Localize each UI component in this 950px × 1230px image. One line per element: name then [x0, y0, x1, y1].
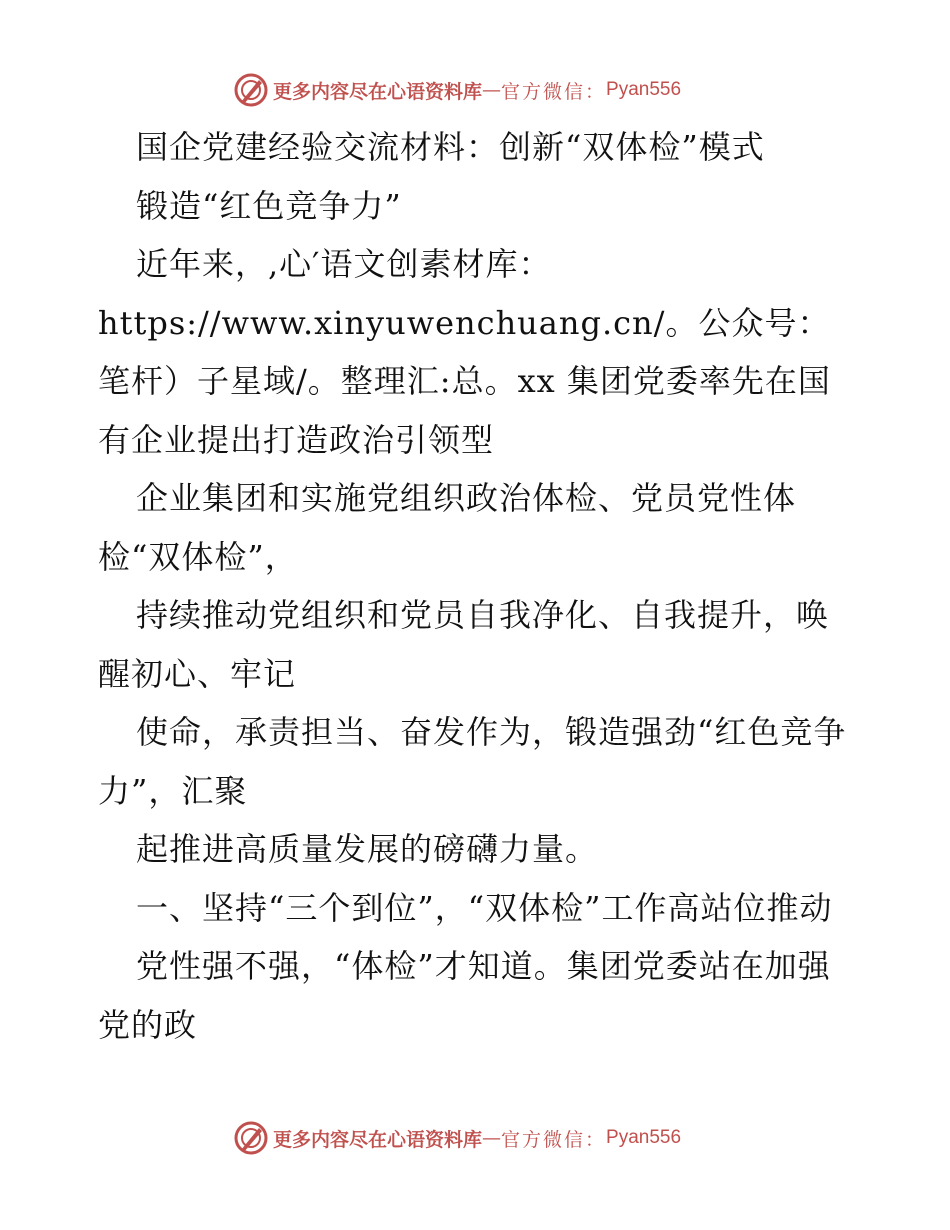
paragraph: 党性强不强，“体检”才知道。集团党委站在加强党的政 [98, 947, 831, 1044]
document-title-line-2: 锻造“红色竞争力” [136, 186, 402, 225]
quill-logo-icon [233, 72, 269, 108]
paragraph: 近年来，,心′语文创素材库：https://www.xinyuwenchuang.cn/。公众号：笔杆）子星域/。整理汇:总。xx 集团党委率先在国有企业提出打造政治引领型 [98, 245, 831, 459]
banner-official-label: 官方微信： [501, 80, 607, 103]
header-banner [233, 70, 681, 110]
document-title-line-1: 国企党建经验交流材料：创新“双体检”模式 [136, 128, 765, 166]
footer-banner [233, 1118, 681, 1158]
banner-wechat-handle: Pyan556 [606, 79, 682, 100]
banner-dash: — [482, 1127, 502, 1149]
section-heading: 一、坚持“三个到位”，“双体检”工作高站位推动 [136, 888, 833, 927]
banner-title: 更多内容尽在心语资料库 [273, 80, 483, 103]
paragraph: 企业集团和实施党组织政治体检、党员党性体检“双体检”， [98, 479, 797, 576]
banner-dash: — [482, 79, 502, 101]
banner-wechat-handle: Pyan556 [606, 1127, 682, 1148]
document-body [98, 118, 858, 1054]
banner-title: 更多内容尽在心语资料库 [273, 1128, 483, 1151]
paragraph: 起推进高质量发展的磅礴力量。 [136, 830, 599, 868]
paragraph: 持续推动党组织和党员自我净化、自我提升，唤醒初心、牢记 [98, 596, 830, 693]
banner-official-label: 官方微信： [501, 1128, 607, 1151]
paragraph: 使命，承责担当、奋发作为，锻造强劲“红色竞争力”，汇聚 [98, 713, 847, 810]
quill-logo-icon [233, 1120, 269, 1156]
